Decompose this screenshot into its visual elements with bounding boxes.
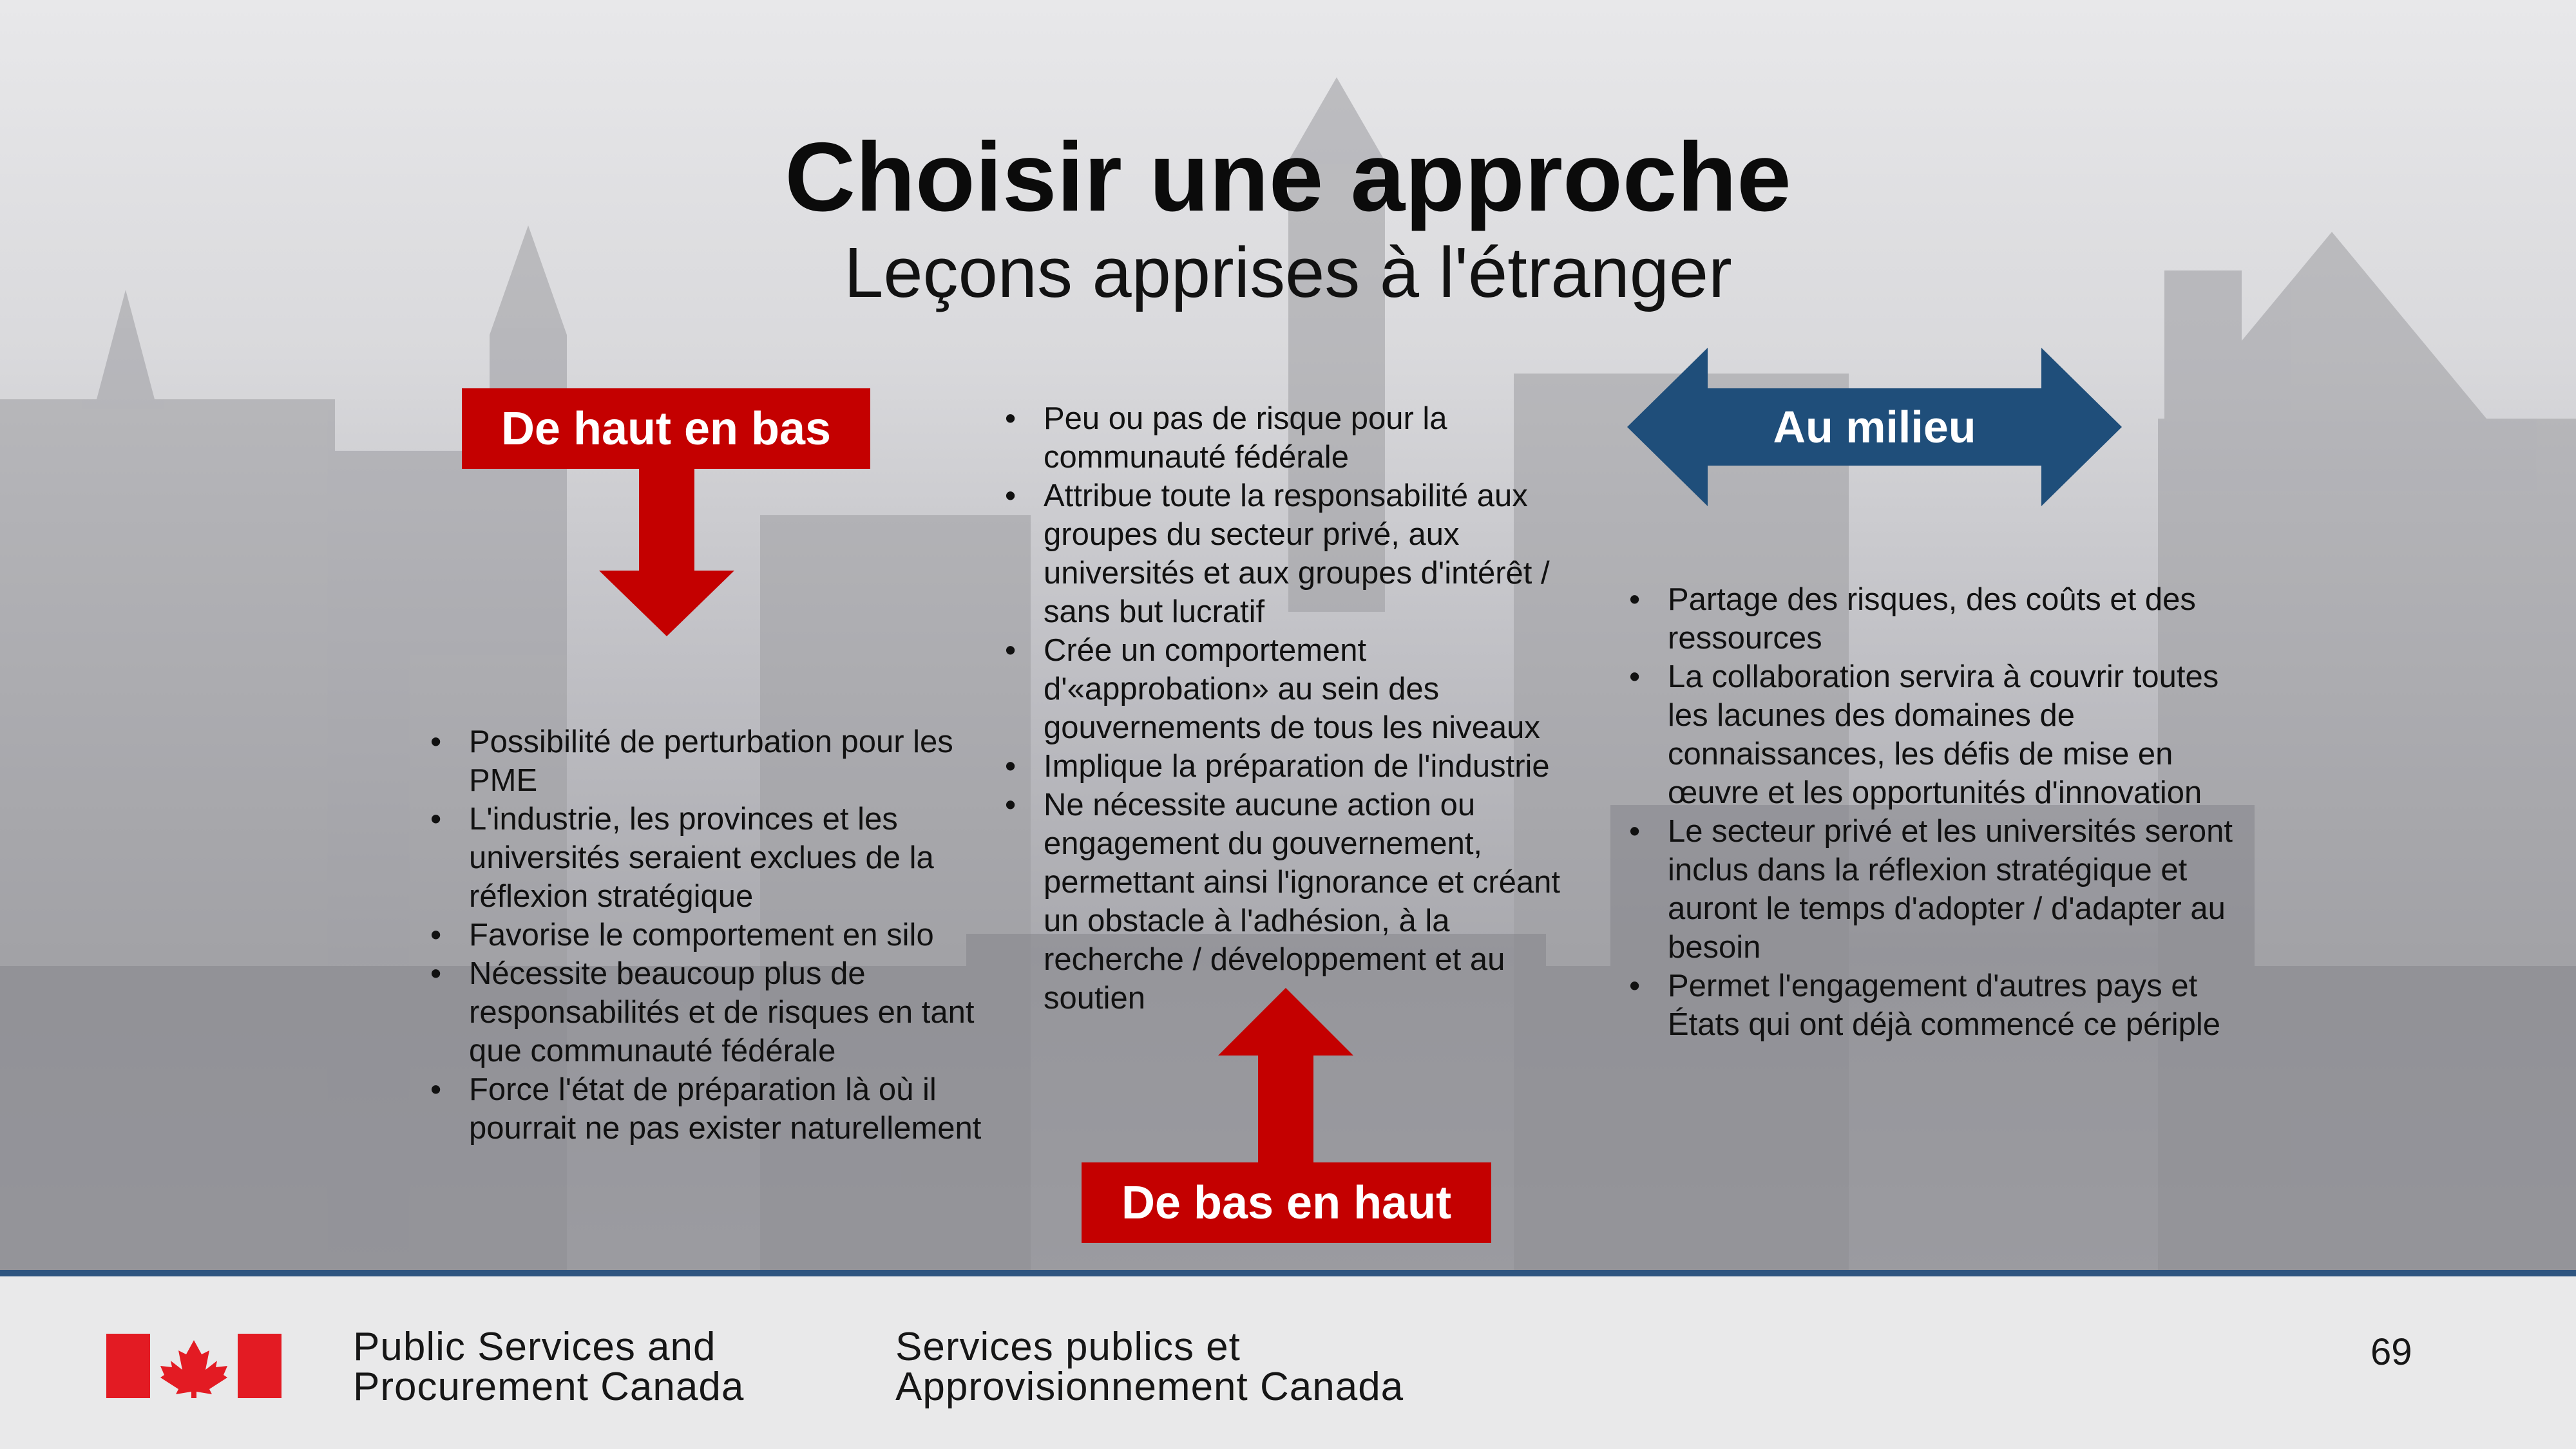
list-item: • L'industrie, les provinces et les universités seraient exclues de la réflexion stratégique [430,800,1010,916]
slide-title: Choisir une approche [785,122,1791,232]
bottom-up-label: De bas en haut [1082,1162,1491,1243]
list-item: • Attribue toute la responsabilité aux groupes du secteur privé, aux universités et aux groupes d'intérêt / sans but lucratif [1005,477,1585,631]
slide-subtitle: Leçons apprises à l'étranger [844,233,1732,312]
list-item: • Le secteur privé et les universités seront inclus dans la réflexion stratégique et auront le temps d'adopter / d'adapter au besoin [1629,812,2247,967]
list-item: • Ne nécessite aucune action ou engagement du gouvernement, permettant ainsi l'ignorance et créant un obstacle à l'adhésion, à la recherche / développement et au soutien [1005,786,1585,1018]
list-item: • Permet l'engagement d'autres pays et États qui ont déjà commencé ce périple [1629,967,2247,1044]
bottom-up-bullet-list [1005,399,1585,1018]
list-item: • Partage des risques, des coûts et des ressources [1629,580,2247,658]
list-item: • Crée un comportement d'«approbation» au sein des gouvernements de tous les niveaux [1005,631,1585,747]
list-item: • Possibilité de perturbation pour les PME [430,723,1010,800]
department-name-english [353,1327,744,1407]
list-item: • Favorise le comportement en silo [430,916,1010,954]
department-name-french [895,1327,1404,1407]
down-arrow-icon [599,468,734,636]
list-item: • La collaboration servira à couvrir toutes les lacunes des domaines de connaissances, les défis de mise en œuvre et les opportunités d'innovation [1629,658,2247,812]
dept-fr-line1: Services publics et [895,1325,1241,1369]
page-number: 69 [2371,1331,2412,1373]
middle-bullet-list [1629,580,2247,1044]
middle-label: Au milieu [1773,402,1976,452]
list-item: • Force l'état de préparation là où il pourrait ne pas exister naturellement [430,1070,1010,1148]
top-down-label: De haut en bas [462,388,870,469]
dept-en-line2: Procurement Canada [353,1365,745,1409]
list-item: • Implique la préparation de l'industrie [1005,747,1585,786]
list-item: • Nécessite beaucoup plus de responsabilités et de risques en tant que communauté fédérale [430,954,1010,1070]
canada-flag-icon [106,1334,281,1398]
list-item: • Peu ou pas de risque pour la communauté fédérale [1005,399,1585,477]
dept-fr-line2: Approvisionnement Canada [895,1365,1404,1409]
dept-en-line1: Public Services and [353,1325,716,1369]
top-down-bullet-list [430,723,1010,1148]
